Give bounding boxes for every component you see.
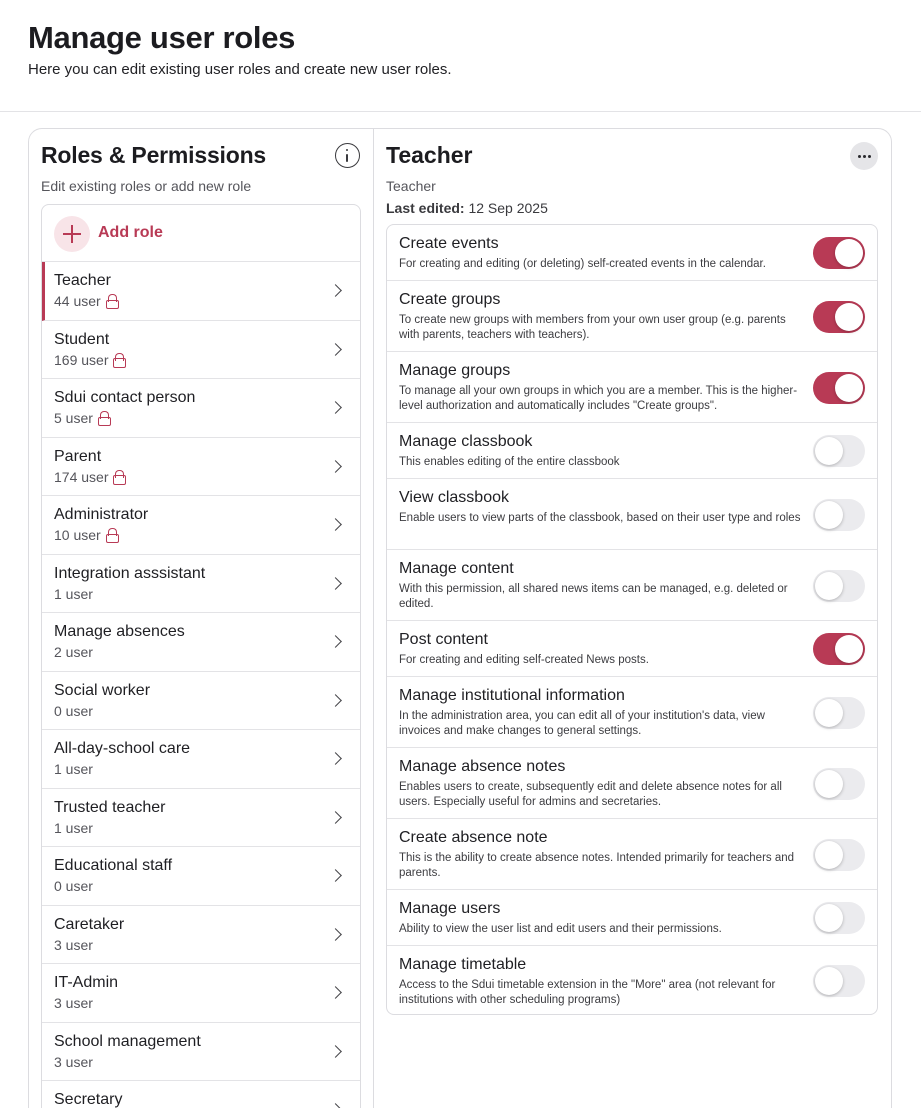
lock-icon <box>106 294 117 307</box>
permission-title: Manage users <box>399 900 501 917</box>
role-name: Caretaker <box>54 915 125 933</box>
role-item[interactable] <box>42 1081 360 1108</box>
role-name: IT-Admin <box>54 974 119 991</box>
permission-title: Post content <box>399 631 488 648</box>
chevron-right-icon <box>329 811 342 824</box>
chevron-right-icon <box>329 869 342 882</box>
role-user-count <box>54 586 93 602</box>
toggle-knob <box>835 374 863 402</box>
role-item[interactable] <box>42 789 360 848</box>
permission-description: With this permission, all shared news items can be managed, e.g. deleted or edited. <box>399 583 788 610</box>
roles-panel-title: Roles & Permissions <box>41 142 267 168</box>
permission-toggle[interactable] <box>813 965 865 997</box>
role-user-count-text: 3 user <box>54 1053 93 1070</box>
add-role-label: Add role <box>98 224 163 241</box>
role-name: Sdui contact person <box>54 389 196 406</box>
permission-description: This enables editing of the entire classbook <box>399 456 620 468</box>
role-name: Teacher <box>54 272 111 289</box>
chevron-right-icon <box>329 343 342 356</box>
toggle-knob <box>835 239 863 267</box>
toggle-knob <box>815 437 843 465</box>
role-user-count-text: 5 user <box>54 410 93 426</box>
role-user-count-text: 0 user <box>54 878 93 894</box>
permission-row <box>387 890 877 946</box>
toggle-knob <box>815 967 843 995</box>
permission-description: In the administration area, you can edit all of your institution's data, view invoices and make changes to general settings. <box>399 710 765 737</box>
last-edited <box>386 200 548 216</box>
role-user-count <box>54 469 124 485</box>
permission-description: Access to the Sdui timetable extension in the "More" area (not relevant for institutions with other scheduling programs) <box>399 979 776 1006</box>
permission-title: Create events <box>399 235 499 252</box>
role-user-count <box>54 878 93 894</box>
page-subtitle: Here you can edit existing user roles and create new user roles. <box>28 61 452 78</box>
permission-toggle[interactable] <box>813 237 865 269</box>
role-item[interactable] <box>42 964 360 1023</box>
permission-row <box>387 677 877 748</box>
role-item[interactable] <box>42 1023 360 1082</box>
chevron-right-icon <box>329 694 342 707</box>
permission-row <box>387 748 877 819</box>
toggle-knob <box>835 303 863 331</box>
role-subtitle: Teacher <box>386 178 436 194</box>
role-user-count-text: 3 user <box>54 995 93 1011</box>
page-title: Manage user roles <box>28 20 296 55</box>
chevron-right-icon <box>329 284 342 297</box>
toggle-knob <box>815 904 843 932</box>
permission-description: To manage all your own groups in which you are a member. This is the higher-level authorization and automatically includes "Create groups". <box>399 385 798 412</box>
role-title: Teacher <box>386 142 473 168</box>
role-name: Administrator <box>54 506 149 523</box>
toggle-knob <box>815 572 843 600</box>
role-user-count-text: 44 user <box>54 293 101 309</box>
role-user-count-text: 1 user <box>54 819 93 836</box>
info-icon[interactable] <box>335 143 360 168</box>
toggle-knob <box>815 770 843 798</box>
permission-title: Manage groups <box>399 362 511 379</box>
role-user-count <box>54 410 109 426</box>
permission-title: Create absence note <box>399 829 548 846</box>
permission-title: Manage timetable <box>399 956 527 973</box>
permission-title: View classbook <box>399 489 509 506</box>
chevron-right-icon <box>329 928 342 941</box>
role-name: Manage absences <box>54 623 185 640</box>
role-user-count <box>54 703 93 719</box>
role-name: Educational staff <box>54 857 173 874</box>
role-user-count <box>54 937 93 953</box>
permission-toggle[interactable] <box>813 570 865 602</box>
role-name: Secretary <box>54 1091 123 1108</box>
chevron-right-icon <box>329 752 342 765</box>
role-item[interactable] <box>42 555 360 614</box>
permission-description: Enables users to create, subsequently edit and delete absence notes for all users. Especially useful for admins and secretaries. <box>399 781 782 808</box>
permission-toggle[interactable] <box>813 499 865 531</box>
toggle-knob <box>815 699 843 727</box>
role-user-count-text: 3 user <box>54 936 93 953</box>
role-item[interactable] <box>42 379 360 438</box>
permission-description: For creating and editing (or deleting) self-created events in the calendar. <box>399 258 766 270</box>
plus-icon <box>54 216 90 252</box>
role-detail-panel <box>374 129 892 1108</box>
roles-list <box>41 204 361 1108</box>
role-item[interactable] <box>42 321 360 380</box>
role-item[interactable] <box>42 730 360 789</box>
role-item[interactable] <box>42 496 360 555</box>
permission-toggle[interactable] <box>813 768 865 800</box>
chevron-right-icon <box>329 401 342 414</box>
lock-icon <box>113 353 124 366</box>
permission-row <box>387 225 877 281</box>
role-item[interactable] <box>42 906 360 965</box>
permission-row <box>387 479 877 550</box>
role-name: Parent <box>54 447 102 465</box>
more-options-icon[interactable] <box>850 142 878 170</box>
permission-title: Manage classbook <box>399 433 533 450</box>
permission-toggle[interactable] <box>813 839 865 871</box>
role-item[interactable] <box>42 847 360 906</box>
permission-description: Enable users to view parts of the classbook, based on their user type and roles <box>399 512 801 524</box>
last-edited-label: Last edited: <box>386 200 465 216</box>
roles-card <box>28 128 892 1108</box>
permission-description: For creating and editing self-created News posts. <box>399 654 649 666</box>
permission-toggle[interactable] <box>813 697 865 729</box>
permission-title: Manage institutional information <box>399 687 625 704</box>
role-item[interactable] <box>42 613 360 672</box>
chevron-right-icon <box>329 986 342 999</box>
permission-toggle[interactable] <box>813 301 865 333</box>
permission-description: This is the ability to create absence notes. Intended primarily for teachers and parents. <box>399 852 795 879</box>
roles-panel <box>29 129 374 1108</box>
role-name: School management <box>54 1032 201 1050</box>
permission-row <box>387 281 877 352</box>
role-user-count-text: 0 user <box>54 702 93 719</box>
permission-description: Ability to view the user list and edit users and their permissions. <box>399 923 722 935</box>
role-name: Social worker <box>54 681 151 699</box>
permission-toggle[interactable] <box>813 633 865 665</box>
permission-row <box>387 621 877 677</box>
chevron-right-icon <box>329 1045 342 1058</box>
lock-icon <box>106 528 117 541</box>
toggle-knob <box>835 635 863 663</box>
role-user-count-text: 2 user <box>54 644 93 660</box>
permission-row <box>387 352 877 423</box>
role-user-count <box>54 352 124 368</box>
lock-icon <box>113 470 124 483</box>
role-item[interactable] <box>42 262 360 321</box>
role-user-count-text: 1 user <box>54 761 93 777</box>
lock-icon <box>98 411 109 424</box>
role-name: Integration asssistant <box>54 564 206 582</box>
permission-toggle[interactable] <box>813 372 865 404</box>
permission-title: Manage absence notes <box>399 758 566 775</box>
permission-toggle[interactable] <box>813 902 865 934</box>
role-user-count <box>54 995 93 1011</box>
role-name: All-day-school care <box>54 740 191 757</box>
role-user-count <box>54 644 93 660</box>
role-name: Trusted teacher <box>54 798 166 816</box>
role-user-count <box>54 820 93 836</box>
role-user-count-text: 10 user <box>54 527 101 543</box>
chevron-right-icon <box>329 460 342 473</box>
add-role-button[interactable] <box>42 205 360 262</box>
chevron-right-icon <box>329 577 342 590</box>
permission-row <box>387 550 877 621</box>
chevron-right-icon <box>329 635 342 648</box>
chevron-right-icon <box>329 518 342 531</box>
roles-panel-description: Edit existing roles or add new role <box>41 178 252 194</box>
role-user-count-text: 174 user <box>54 468 109 485</box>
last-edited-value: 12 Sep 2025 <box>468 200 548 216</box>
permission-row <box>387 423 877 479</box>
role-item[interactable] <box>42 672 360 731</box>
permission-title: Create groups <box>399 291 501 308</box>
role-user-count <box>54 527 117 543</box>
toggle-knob <box>815 501 843 529</box>
permission-title: Manage content <box>399 560 514 577</box>
role-item[interactable] <box>42 438 360 497</box>
role-user-count <box>54 1054 93 1070</box>
role-user-count-text: 169 user <box>54 351 109 368</box>
role-user-count-text: 1 user <box>54 585 93 602</box>
permission-description: To create new groups with members from your own user group (e.g. parents with parents, teachers with teachers). <box>399 314 786 341</box>
role-user-count <box>54 761 93 777</box>
toggle-knob <box>815 841 843 869</box>
permissions-list <box>386 224 878 1015</box>
page-header <box>0 0 921 112</box>
role-user-count <box>54 293 117 309</box>
permission-row <box>387 819 877 890</box>
permission-toggle[interactable] <box>813 435 865 467</box>
permission-row <box>387 946 877 1015</box>
role-name: Student <box>54 330 110 348</box>
chevron-right-icon <box>329 1103 342 1108</box>
